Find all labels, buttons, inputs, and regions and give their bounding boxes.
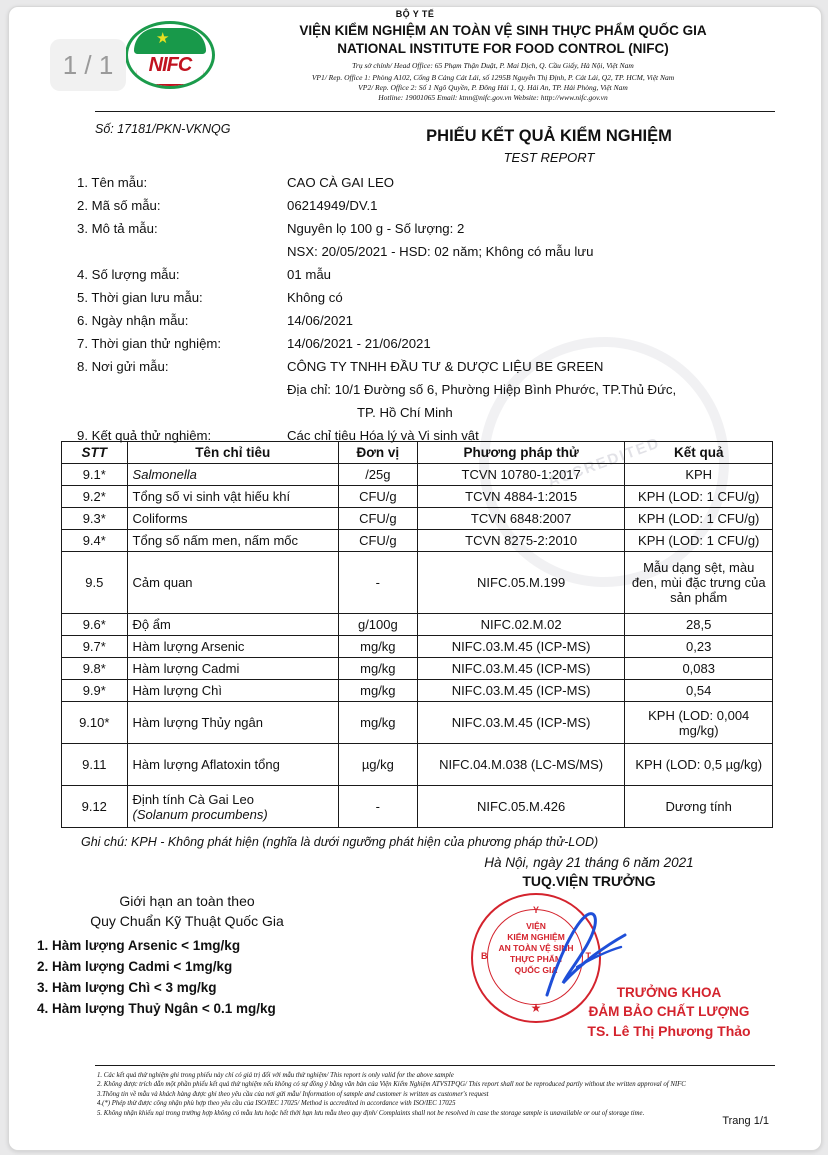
ministry-label: BỘ Y TẾ bbox=[395, 9, 435, 19]
list-item: 1. Hàm lượng Arsenic < 1mg/kg bbox=[37, 938, 241, 953]
cell-name bbox=[127, 786, 338, 828]
page-counter: 1 / 1 bbox=[50, 39, 126, 91]
cell-result: Mẫu dạng sệt, màu đen, mùi đặc trưng của sản phẩm bbox=[625, 552, 773, 614]
cell-method: NIFC.05.M.426 bbox=[417, 786, 625, 828]
stamp-line-5: QUỐC GIA bbox=[514, 965, 558, 975]
list-item: 2. Hàm lượng Cadmi < 1mg/kg bbox=[37, 959, 233, 974]
results-table bbox=[61, 441, 773, 828]
cell-result: KPH bbox=[625, 464, 773, 486]
cell-name: Độ ẩm bbox=[127, 614, 338, 636]
cell-method: NIFC.02.M.02 bbox=[417, 614, 625, 636]
header-divider bbox=[95, 111, 775, 112]
cell-name: Salmonella bbox=[127, 464, 338, 486]
cell-method: NIFC.03.M.45 (ICP-MS) bbox=[417, 680, 625, 702]
footer-note-1: 1. Các kết quả thử nghiệm ghi trong phiếu này chỉ có giá trị đối với mẫu thử nghiệm/ This report is only valid for the above sample bbox=[97, 1072, 454, 1079]
cell-unit: CFU/g bbox=[338, 486, 417, 508]
cell-unit: /25g bbox=[338, 464, 417, 486]
field-value: 06214949/DV.1 bbox=[287, 198, 378, 213]
field-label: 5. Thời gian lưu mẫu: bbox=[77, 290, 203, 305]
list-item: 4. Hàm lượng Thuỷ Ngân < 0.1 mg/kg bbox=[37, 1001, 276, 1016]
cell-stt: 9.11 bbox=[62, 744, 128, 786]
cell-unit: - bbox=[338, 552, 417, 614]
cell-stt: 9.7* bbox=[62, 636, 128, 658]
col-method: Phương pháp thử bbox=[417, 442, 625, 464]
field-row bbox=[77, 313, 777, 336]
field-label: 3. Mô tả mẫu: bbox=[77, 221, 158, 236]
stamp-line-3: AN TOÀN VỆ SINH bbox=[498, 943, 574, 953]
page-label: Trang 1/1 bbox=[722, 1115, 769, 1127]
cell-name: Tổng số vi sinh vật hiếu khí bbox=[127, 486, 338, 508]
cell-stt: 9.1* bbox=[62, 464, 128, 486]
cell-result: KPH (LOD: 0,5 µg/kg) bbox=[625, 744, 773, 786]
cell-result: Dương tính bbox=[625, 786, 773, 828]
cell-name: Hàm lượng Aflatoxin tổng bbox=[127, 744, 338, 786]
address-line-1: Trụ sở chính/ Head Office: 65 Phạm Thận Duật, P. Mai Dịch, Q. Cầu Giấy, Hà Nội, Việt Nam bbox=[352, 61, 634, 70]
footer-note-2: 2. Không được trích dẫn một phần phiếu kết quả thử nghiệm nếu không có sự đồng ý bằng văn bản của Viện Kiểm Nghiệm ATVSTPQG/ This report shall not be reproduced partly without the written approval of NIFC bbox=[97, 1081, 686, 1089]
cell-result: 28,5 bbox=[625, 614, 773, 636]
table-row bbox=[62, 614, 773, 636]
cell-method: TCVN 4884-1:2015 bbox=[417, 486, 625, 508]
table-row bbox=[62, 786, 773, 828]
department-line-2: ĐẢM BẢO CHẤT LƯỢNG bbox=[588, 1004, 750, 1019]
field-label: 1. Tên mẫu: bbox=[77, 175, 148, 190]
cell-method: NIFC.03.M.45 (ICP-MS) bbox=[417, 636, 625, 658]
col-result: Kết quả bbox=[625, 442, 773, 464]
address-line-4: Hotline: 19001065 Email: ktnn@nifc.gov.vn Website: http://www.nifc.gov.vn bbox=[378, 93, 608, 102]
address-line-2: VP1/ Rep. Office 1: Phòng A102, Cổng B Cảng Cát Lái, số 1295B Nguyễn Thị Định, P. Cát Lái, Q2, TP. HCM, Việt Nam bbox=[311, 73, 675, 82]
field-label: 7. Thời gian thử nghiệm: bbox=[77, 336, 222, 351]
cell-method: NIFC.03.M.45 (ICP-MS) bbox=[417, 702, 625, 744]
field-row bbox=[77, 198, 777, 221]
cell-unit: CFU/g bbox=[338, 508, 417, 530]
stamp-top-letter: Y bbox=[532, 905, 539, 915]
cell-result: 0,23 bbox=[625, 636, 773, 658]
department-title bbox=[529, 983, 809, 1021]
stamp-left-letter: B bbox=[481, 951, 488, 961]
cell-stt: 9.4* bbox=[62, 530, 128, 552]
cell-stt: 9.10* bbox=[62, 702, 128, 744]
document-header bbox=[9, 7, 821, 119]
cell-unit: - bbox=[338, 786, 417, 828]
report-title-vi: PHIẾU KẾT QUẢ KIỂM NGHIỆM bbox=[426, 127, 672, 145]
star-icon: ★ bbox=[156, 30, 170, 47]
col-name: Tên chỉ tiêu bbox=[127, 442, 338, 464]
cell-name: Tổng số nấm men, nấm mốc bbox=[127, 530, 338, 552]
limits-title-line-2: Quy Chuẩn Kỹ Thuật Quốc Gia bbox=[90, 913, 284, 929]
table-row bbox=[62, 680, 773, 702]
field-row bbox=[77, 359, 777, 428]
cell-stt: 9.12 bbox=[62, 786, 128, 828]
stamp-line-2: KIỂM NGHIỆM bbox=[507, 932, 565, 942]
cell-name: Cảm quan bbox=[127, 552, 338, 614]
cell-name: Hàm lượng Arsenic bbox=[127, 636, 338, 658]
field-label: 8. Nơi gửi mẫu: bbox=[77, 359, 169, 374]
document-page bbox=[8, 6, 822, 1151]
footer-note-3: 3.Thông tin về mẫu và khách hàng được ghi theo yêu cầu của nơi gửi mẫu/ Information of sample and customer is written as customer's request bbox=[97, 1090, 489, 1098]
table-row bbox=[62, 530, 773, 552]
cell-result: KPH (LOD: 1 CFU/g) bbox=[625, 508, 773, 530]
col-stt: STT bbox=[62, 442, 128, 464]
stamp-star-icon: ★ bbox=[530, 1001, 542, 1015]
col-unit: Đơn vị bbox=[338, 442, 417, 464]
institute-title-vi: VIỆN KIỂM NGHIỆM AN TOÀN VỆ SINH THỰC PHẨM QUỐC GIA bbox=[299, 23, 707, 38]
cell-method: TCVN 6848:2007 bbox=[417, 508, 625, 530]
footer-note-4: 4.(*) Phép thử được công nhận phù hợp theo yêu cầu của ISO/IEC 17025/ Method is accredited in accordance with ISO/IEC 17025 bbox=[97, 1100, 456, 1108]
cell-unit: CFU/g bbox=[338, 530, 417, 552]
cell-unit: mg/kg bbox=[338, 680, 417, 702]
institute-title-en: NATIONAL INSTITUTE FOR FOOD CONTROL (NIFC) bbox=[337, 41, 669, 56]
field-value: CAO CÀ GAI LEO bbox=[287, 175, 394, 190]
field-value: 14/06/2021 bbox=[287, 313, 354, 328]
field-value: Các chỉ tiêu Hóa lý và Vi sinh vật bbox=[287, 428, 479, 443]
table-row bbox=[62, 636, 773, 658]
cell-stt: 9.6* bbox=[62, 614, 128, 636]
cell-stt: 9.9* bbox=[62, 680, 128, 702]
field-label: 2. Mã số mẫu: bbox=[77, 198, 161, 213]
footer-divider bbox=[95, 1065, 775, 1066]
signer-name: TS. Lê Thị Phương Thảo bbox=[587, 1023, 751, 1039]
cell-stt: 9.3* bbox=[62, 508, 128, 530]
limits-title bbox=[37, 891, 337, 931]
cell-unit: g/100g bbox=[338, 614, 417, 636]
report-number: Số: 17181/PKN-VKNQG bbox=[95, 122, 231, 136]
cell-unit: mg/kg bbox=[338, 636, 417, 658]
table-row bbox=[62, 702, 773, 744]
field-value: 01 mẫu bbox=[287, 267, 331, 282]
field-label: 6. Ngày nhận mẫu: bbox=[77, 313, 189, 328]
field-value: 14/06/2021 - 21/06/2021 bbox=[287, 336, 431, 351]
logo-swoosh bbox=[136, 70, 204, 87]
cell-unit: mg/kg bbox=[338, 658, 417, 680]
cell-result: KPH (LOD: 1 CFU/g) bbox=[625, 530, 773, 552]
cell-result: 0,083 bbox=[625, 658, 773, 680]
field-row bbox=[77, 336, 777, 359]
stamp-line-4: THỰC PHẨM bbox=[510, 954, 562, 964]
logo-text: NIFC bbox=[148, 54, 192, 76]
footer-notes bbox=[97, 1071, 717, 1118]
field-value-extra2: TP. Hồ Chí Minh bbox=[357, 405, 453, 420]
cell-method: TCVN 8275-2:2010 bbox=[417, 530, 625, 552]
field-value-extra: Địa chỉ: 10/1 Đường số 6, Phường Hiệp Bình Phước, TP.Thủ Đức, bbox=[287, 382, 677, 397]
stamp-line-1: VIỆN bbox=[526, 921, 546, 931]
accreditation-watermark: ACCREDITED bbox=[444, 302, 764, 622]
table-header-row bbox=[62, 442, 773, 464]
footer-note-5: 5. Không nhận khiếu nại trong trường hợp không có mẫu lưu hoặc hết thời hạn lưu mẫu theo quy định/ Complaints shall not be resolved in case the storage sample is unavailable or out of storage time. bbox=[97, 1109, 645, 1117]
cell-name-line1: Định tính Cà Gai Leo bbox=[132, 791, 254, 807]
table-row bbox=[62, 552, 773, 614]
address-line-3: VP2/ Rep. Office 2: Số 1 Ngô Quyền, P. Đông Hải 1, Q. Hải An, TP. Hải Phòng, Việt Nam bbox=[358, 83, 628, 92]
field-row bbox=[77, 290, 777, 313]
cell-method: NIFC.04.M.038 (LC-MS/MS) bbox=[417, 744, 625, 786]
cell-name: Coliforms bbox=[127, 508, 338, 530]
cell-stt: 9.2* bbox=[62, 486, 128, 508]
table-row bbox=[62, 744, 773, 786]
table-note: Ghi chú: KPH - Không phát hiện (nghĩa là dưới ngưỡng phát hiện của phương pháp thử-LOD) bbox=[81, 835, 599, 849]
signature-authority: TUQ.VIỆN TRƯỞNG bbox=[522, 873, 656, 889]
cell-unit: mg/kg bbox=[338, 702, 417, 744]
cell-stt: 9.5 bbox=[62, 552, 128, 614]
field-value: Nguyên lọ 100 g - Số lượng: 2 bbox=[287, 221, 465, 236]
cell-name: Hàm lượng Chì bbox=[127, 680, 338, 702]
table-row bbox=[62, 658, 773, 680]
cell-result: KPH (LOD: 0,004 mg/kg) bbox=[625, 702, 773, 744]
cell-stt: 9.8* bbox=[62, 658, 128, 680]
department-line-1: TRƯỞNG KHOA bbox=[616, 985, 722, 1000]
report-title-en: TEST REPORT bbox=[503, 150, 595, 165]
field-label: 4. Số lượng mẫu: bbox=[77, 267, 180, 282]
field-value-extra: NSX: 20/05/2021 - HSD: 02 năm; Không có mẫu lưu bbox=[287, 244, 594, 259]
field-label: 9. Kết quả thử nghiệm: bbox=[77, 428, 212, 443]
cell-method: NIFC.05.M.199 bbox=[417, 552, 625, 614]
field-value: Không có bbox=[287, 290, 343, 305]
cell-method: TCVN 10780-1:2017 bbox=[417, 464, 625, 486]
cell-result: 0,54 bbox=[625, 680, 773, 702]
cell-result: KPH (LOD: 1 CFU/g) bbox=[625, 486, 773, 508]
list-item: 3. Hàm lượng Chì < 3 mg/kg bbox=[37, 980, 217, 995]
sample-fields bbox=[77, 175, 777, 451]
table-row bbox=[62, 464, 773, 486]
field-row bbox=[77, 221, 777, 267]
limits-title-line-1: Giới hạn an toàn theo bbox=[119, 893, 255, 909]
field-value: CÔNG TY TNHH ĐẦU TƯ & DƯỢC LIỆU BE GREEN bbox=[287, 359, 604, 374]
cell-unit: µg/kg bbox=[338, 744, 417, 786]
cell-name: Hàm lượng Thủy ngân bbox=[127, 702, 338, 744]
field-row bbox=[77, 175, 777, 198]
cell-name-line2: (Solanum procumbens) bbox=[132, 806, 268, 822]
table-row bbox=[62, 508, 773, 530]
signature-date: Hà Nội, ngày 21 tháng 6 năm 2021 bbox=[484, 855, 694, 870]
stamp-right-letter: T bbox=[585, 951, 591, 961]
field-row bbox=[77, 267, 777, 290]
table-row bbox=[62, 486, 773, 508]
cell-method: NIFC.03.M.45 (ICP-MS) bbox=[417, 658, 625, 680]
limits-list bbox=[37, 935, 357, 1019]
cell-name: Hàm lượng Cadmi bbox=[127, 658, 338, 680]
